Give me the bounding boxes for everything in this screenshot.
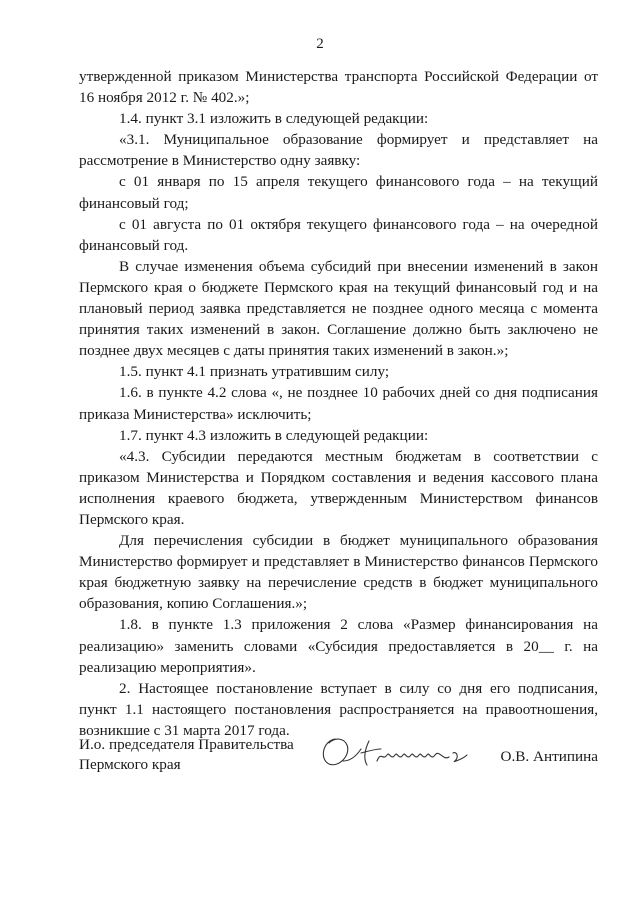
page-number: 2 [316,36,324,52]
handwritten-signature [317,731,487,771]
paragraph: 1.5. пункт 4.1 признать утратившим силу; [119,363,390,381]
paragraph: В случае изменения объема субсидий при внесении изменений в закон Пермского края о бюджете Пермского края на текущий финансовый год и на плановый период заявка представляется не позднее одного месяца с момента принятия таких изменений в закон. Соглашение должно быть заключено не позднее двух месяцев с даты принятия таких изменений в закон.»; [79,257,598,360]
paragraph: утвержденной приказом Министерства транспорта Российской Федерации от 16 ноября 2012 г. № 402.»; [79,68,598,107]
signatory-name: О.В. Антипина [500,748,598,765]
paragraph: с 01 августа по 01 октября текущего финансового года – на очередной финансовый год. [79,215,598,254]
signature-block [79,735,598,795]
document-body [79,66,598,741]
paragraph: 1.7. пункт 4.3 изложить в следующей редакции: [119,426,429,444]
paragraph: Для перечисления субсидии в бюджет муниципального образования Министерство формирует и представляет в Министерство финансов Пермского края бюджетную заявку на перечисление средств в бюджет муниципального образования, копию Соглашения.»; [79,532,598,613]
signatory-title [79,735,294,775]
paragraph: 1.6. в пункте 4.2 слова «, не позднее 10 рабочих дней со дня подписания приказа Министерства» исключить; [79,384,598,423]
paragraph: «4.3. Субсидии передаются местным бюджетам в соответствии с приказом Министерства и Порядком составления и ведения кассового плана исполнения краевого бюджета, утвержденным Министерством финансов Пермского края. [79,447,598,528]
paragraph: 1.8. в пункте 1.3 приложения 2 слова «Размер финансирования на реализацию» заменить словами «Субсидия предоставляется в 20__ г. на реализацию мероприятия». [79,616,598,676]
paragraph: 2. Настоящее постановление вступает в силу со дня его подписания, пункт 1.1 настоящего постановления распространяется на правоотношения, возникшие с 31 марта 2017 года. [79,679,598,739]
paragraph: «3.1. Муниципальное образование формирует и представляет на рассмотрение в Министерство одну заявку: [79,131,598,170]
signatory-title-line-2: Пермского края [79,756,181,773]
paragraph: 1.4. пункт 3.1 изложить в следующей редакции: [119,110,429,128]
signatory-title-line-1: И.о. председателя Правительства [79,736,294,753]
paragraph: с 01 января по 15 апреля текущего финансового года – на текущий финансовый год; [79,173,598,212]
